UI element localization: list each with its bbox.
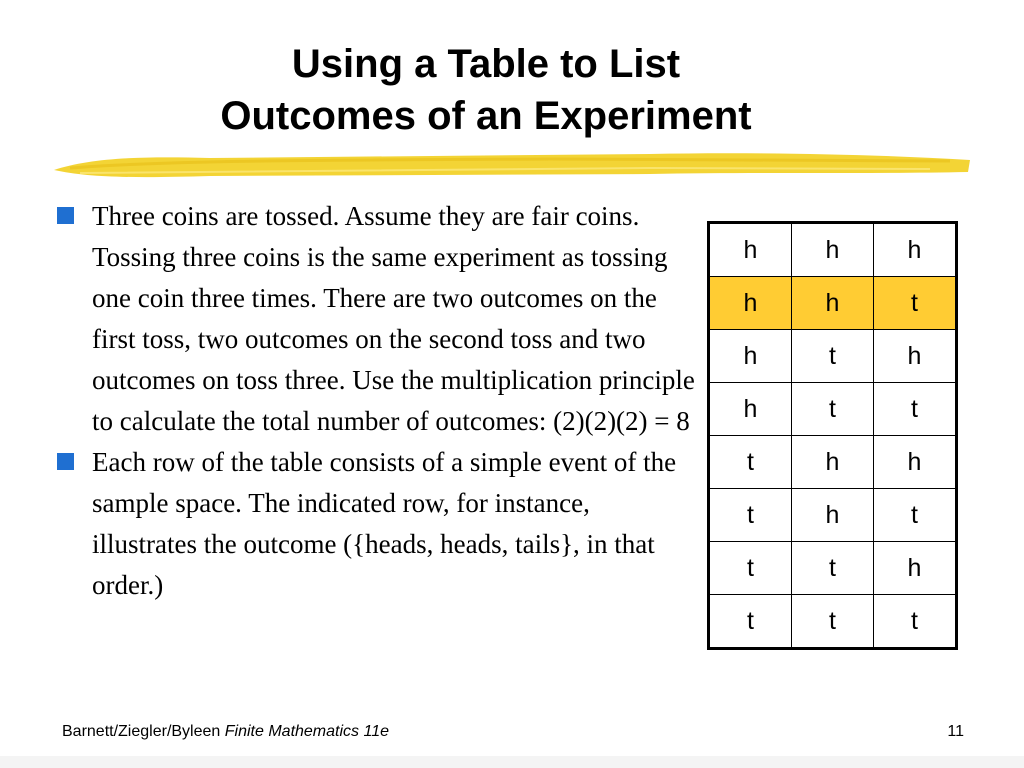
table-cell: h (874, 436, 957, 489)
table-cell: t (792, 542, 874, 595)
table-cell: h (709, 223, 792, 277)
table-cell: h (709, 277, 792, 330)
table-cell: h (792, 223, 874, 277)
page-number: 11 (947, 723, 964, 740)
table-row-highlighted (709, 277, 957, 330)
square-bullet-icon (57, 453, 74, 470)
table-cell: t (792, 595, 874, 649)
table-cell: h (874, 223, 957, 277)
table-cell: h (792, 436, 874, 489)
table-cell: h (792, 489, 874, 542)
table-cell: t (874, 277, 957, 330)
table-cell: h (709, 383, 792, 436)
table-cell: t (792, 383, 874, 436)
table-cell: t (709, 436, 792, 489)
table-cell: t (874, 595, 957, 649)
footer-book-title: Finite Mathematics 11e (224, 723, 389, 740)
table-cell: t (874, 489, 957, 542)
bullet-item-2 (55, 442, 695, 606)
table-cell: h (709, 330, 792, 383)
title-underline-brush (50, 148, 974, 184)
bullet-text-1: Three coins are tossed. Assume they are fair coins. Tossing three coins is the same experiment as tossing one coin three times. There are two outcomes on the first toss, two outcomes on the second toss and two outcomes on toss three. Use the multiplication principle to calculate the total number of outcomes: (2)(2)(2) = 8 (92, 201, 695, 436)
slide-title (0, 38, 972, 142)
footer-authors: Barnett/Ziegler/Byleen (62, 723, 221, 740)
title-line-2: Outcomes of an Experiment (220, 94, 752, 138)
table-row (709, 436, 957, 489)
table-cell: t (874, 383, 957, 436)
bullet-list (55, 196, 695, 606)
table-cell: h (874, 330, 957, 383)
table-row (709, 383, 957, 436)
table-cell: h (792, 277, 874, 330)
bullet-item-1 (55, 196, 695, 442)
table-row (709, 489, 957, 542)
table-row (709, 330, 957, 383)
table-row (709, 542, 957, 595)
title-line-1: Using a Table to List (291, 42, 681, 86)
table-cell: h (874, 542, 957, 595)
table-cell: t (709, 489, 792, 542)
outcome-table (707, 221, 958, 650)
square-bullet-icon (57, 207, 74, 224)
table-cell: t (709, 595, 792, 649)
table-row (709, 223, 957, 277)
table-cell: t (709, 542, 792, 595)
table-cell: t (792, 330, 874, 383)
table-row (709, 595, 957, 649)
bullet-text-2: Each row of the table consists of a simple event of the sample space. The indicated row, for instance, illustrates the outcome ({heads, heads, tails}, in that order.) (92, 447, 677, 600)
footer-citation (62, 723, 389, 741)
footer-band (0, 756, 1024, 768)
